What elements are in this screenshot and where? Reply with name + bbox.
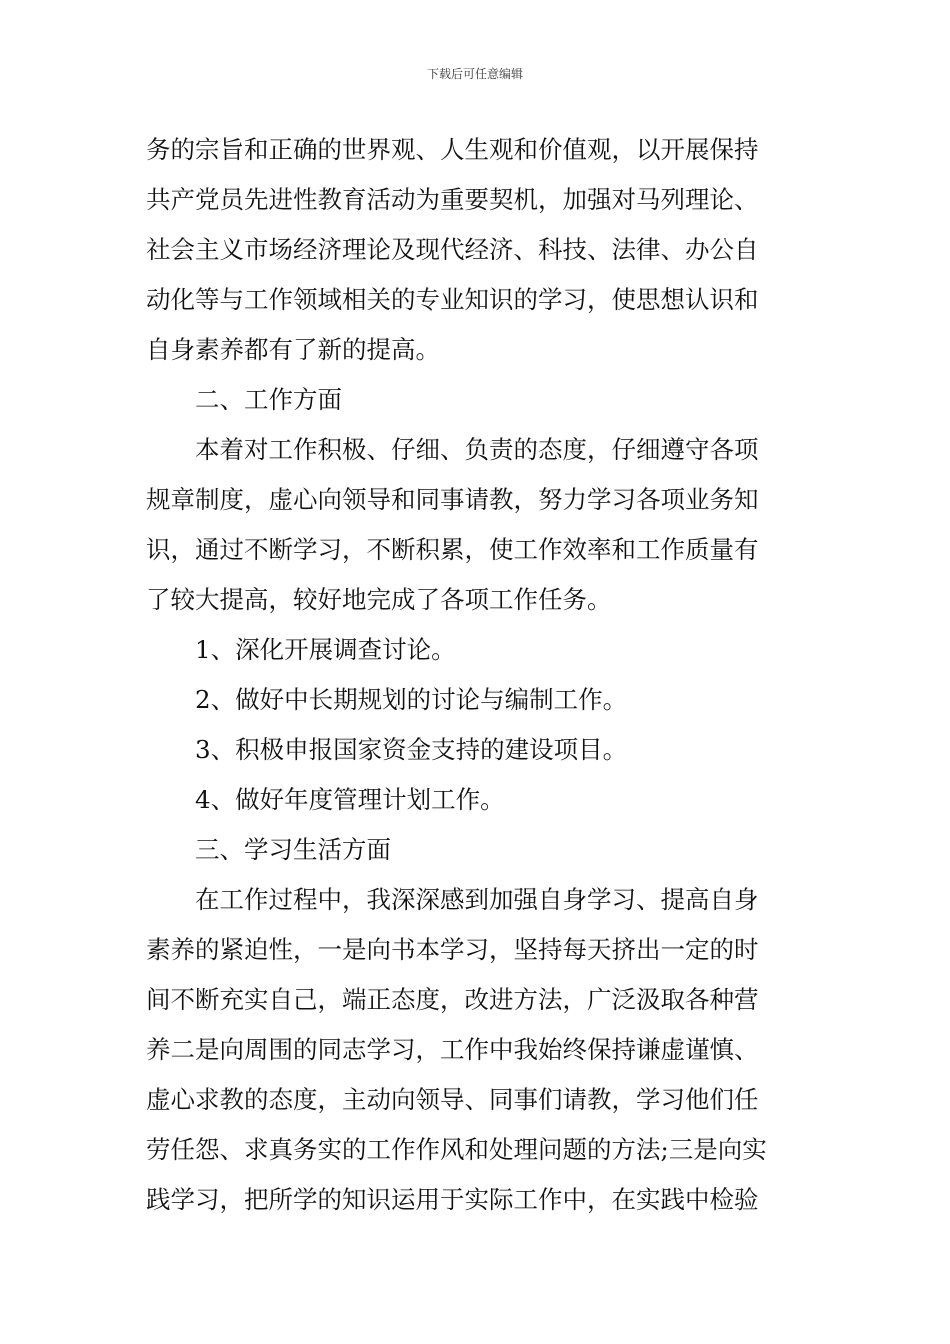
body-line: 践学习，把所学的知识运用于实际工作中，在实践中检验 (146, 1185, 759, 1214)
section-heading-study: 三、学习生活方面 (195, 835, 391, 864)
section-heading-work: 二、工作方面 (195, 385, 342, 414)
body-line: 识，通过不断学习，不断积累，使工作效率和工作质量有 (146, 535, 759, 564)
body-line: 社会主义市场经济理论及现代经济、科技、法律、办公自 (146, 235, 759, 264)
body-line: 劳任怨、求真务实的工作作风和处理问题的方法;三是向实 (146, 1135, 767, 1164)
body-line: 本着对工作积极、仔细、负责的态度，仔细遵守各项 (195, 435, 759, 464)
body-line: 规章制度，虚心向领导和同事请教，努力学习各项业务知 (146, 485, 759, 514)
list-item: 4、做好年度管理计划工作。 (195, 785, 505, 814)
list-item: 3、积极申报国家资金支持的建设项目。 (195, 735, 628, 764)
document-body (146, 125, 814, 1225)
body-line: 动化等与工作领域相关的专业知识的学习，使思想认识和 (146, 285, 759, 314)
body-line: 间不断充实自己，端正态度，改进方法，广泛汲取各种营 (146, 985, 759, 1014)
body-line: 在工作过程中，我深深感到加强自身学习、提高自身 (195, 885, 759, 914)
body-line: 自身素养都有了新的提高。 (146, 335, 440, 364)
body-line: 共产党员先进性教育活动为重要契机，加强对马列理论、 (146, 185, 759, 214)
page-header-note: 下载后可任意编辑 (426, 67, 523, 81)
body-line: 务的宗旨和正确的世界观、人生观和价值观，以开展保持 (146, 135, 759, 164)
list-item: 2、做好中长期规划的讨论与编制工作。 (195, 685, 628, 714)
body-line: 素养的紧迫性，一是向书本学习，坚持每天挤出一定的时 (146, 935, 759, 964)
body-line: 了较大提高，较好地完成了各项工作任务。 (146, 585, 612, 614)
body-line: 虚心求教的态度，主动向领导、同事们请教，学习他们任 (146, 1085, 759, 1114)
list-item: 1、深化开展调查讨论。 (195, 635, 456, 664)
body-line: 养二是向周围的同志学习，工作中我始终保持谦虚谨慎、 (146, 1035, 759, 1064)
